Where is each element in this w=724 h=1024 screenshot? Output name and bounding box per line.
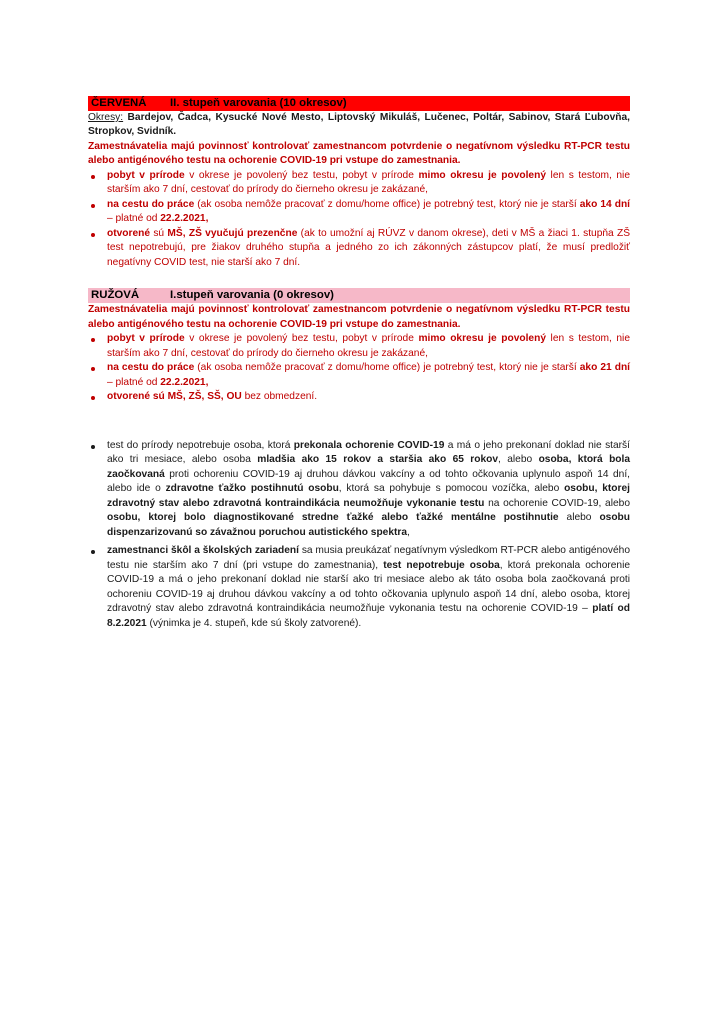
text: test do prírody nepotrebuje osoba, ktorá <box>107 439 294 451</box>
list-item <box>88 544 630 631</box>
pink-rules-list <box>88 332 630 404</box>
text-bold: mimo okresu je povolený <box>418 169 546 181</box>
text: (výnimka je 4. stupeň, kde sú školy zatvorené). <box>146 617 362 629</box>
red-section-name: ČERVENÁ <box>91 97 147 109</box>
red-rules-list <box>88 169 630 270</box>
text: (ak osoba nemôže pracovať z domu/home office) je potrebný test, ktorý nie je starší <box>194 198 580 210</box>
text: na ochorenie COVID-19, alebo <box>484 497 630 509</box>
text-bold: ako 14 dní <box>579 198 630 210</box>
text: sa musia preukázať negatívnym výsledkom RT-PCR alebo antigénového testu nie starším ako 7 dní (pri vstupe do zamestnania), <box>107 545 630 571</box>
text: – platné od <box>107 376 161 388</box>
text-bold: osobu, ktorej bolo diagnostikované stredne ťažké alebo ťažké mentálne postihnutie <box>107 512 559 524</box>
text-bold: MŠ, ZŠ vyučujú prezenčne <box>167 227 298 239</box>
text: v okrese je povolený bez testu, pobyt v prírode <box>184 333 419 345</box>
text-bold: 22.2.2021, <box>160 213 209 225</box>
list-item <box>88 390 630 404</box>
text: , <box>407 526 410 538</box>
text: len s testom, nie starším ako 7 dní, cestovať do prírody do čierneho okresu je zakázané, <box>107 169 630 196</box>
districts-list: Bardejov, Čadca, Kysucké Nové Mesto, Liptovský Mikuláš, Lučenec, Poltár, Sabinov, Stará Ľubovňa, Stropkov, Svidník. <box>88 112 630 138</box>
text: sú <box>150 227 168 239</box>
list-item <box>88 198 630 227</box>
text-bold: platí od 8.2.2021 <box>107 603 631 629</box>
pink-employers-note: Zamestnávatelia majú povinnosť kontrolovať zamestnancom potvrdenie o negatívnom výsledku RT-PCR testu alebo antigénového testu na ochorenie COVID-19 pri vstupe do zamestnania. <box>88 304 630 330</box>
text-bold: pobyt v prírode <box>107 333 185 345</box>
text: , ktorá prekonala ochorenie COVID-19 a má o jeho prekonaní doklad nie starší ako tri mesiace alebo ak táto osoba bola zaočkovaná proti ochoreniu COVID-19 aj druhou dávkou vakcíny a od tohto očkovania uplynulo aspoň 14 dní, alebo osoba, ktorej zdravotný stav alebo zdravotná kontraindikácia neumožňuje vykonania testu na ochorenie COVID-19 – <box>107 559 631 615</box>
text-bold: otvorené <box>107 227 151 239</box>
text: v okrese je povolený bez testu, pobyt v prírode <box>184 169 419 181</box>
text-bold: test nepotrebuje osoba <box>383 559 500 571</box>
text-bold: osobu, ktorej zdravotný stav alebo zdravotná kontraindikácia neumožňuje vykonanie testu <box>107 483 630 509</box>
list-item <box>88 439 630 540</box>
text-bold: na cestu do práce <box>107 198 195 210</box>
text-bold: zdravotne ťažko postihnutú osobu <box>165 483 339 495</box>
text-bold: prekonala ochorenie COVID-19 <box>293 439 445 451</box>
text-bold: osoba, ktorá bola zaočkovaná <box>107 454 631 480</box>
text-bold: otvorené sú MŠ, ZŠ, SŠ, OU <box>107 391 242 403</box>
text: a má o jeho prekonaní doklad nie starší ako tri mesiace, alebo osoba <box>107 439 630 466</box>
text: – platné od <box>107 213 161 225</box>
text: (ak osoba nemôže pracovať z domu/home office) je potrebný test, ktorý nie je starší <box>194 362 580 374</box>
text: , ktorá sa pohybuje s pomocou vozíčka, alebo <box>338 483 565 495</box>
red-employers-note: Zamestnávatelia majú povinnosť kontrolovať zamestnancom potvrdenie o negatívnom výsledku RT-PCR testu alebo antigénového testu na ochorenie COVID-19 pri vstupe do zamestnania. <box>88 140 630 167</box>
text-bold: mladšia ako 15 rokov a staršia ako 65 rokov <box>257 454 499 466</box>
pink-section-header <box>88 288 630 303</box>
text: (ak to umožní aj RÚVZ v danom okrese), deti v MŠ a žiaci 1. stupňa ZŠ test nepotrebujú, pre žiakov druhého stupňa a jedného zo ich zákonných zástupcov platí, že musí predložiť negatívny COVID test, nie starší ako 7 dní. <box>107 227 631 268</box>
pink-section-name: RUŽOVÁ <box>91 289 140 302</box>
districts-label: Okresy: <box>88 112 124 123</box>
text: , alebo <box>498 454 539 466</box>
red-section-header <box>88 96 630 111</box>
spacer <box>88 405 630 439</box>
text: proti ochoreniu COVID-19 aj druhou dávkou vakcíny a od tohto očkovania uplynulo aspoň 14 dní, alebo ide o <box>107 468 630 495</box>
text-bold: mimo okresu je povolený <box>418 333 546 345</box>
text-bold: zamestnanci škôl a školských zariadení <box>107 545 299 557</box>
spacer <box>88 270 630 288</box>
pink-section <box>88 288 630 404</box>
list-item <box>88 332 630 361</box>
pink-section-level: I.stupeň varovania (0 okresov) <box>170 289 334 302</box>
text-bold: osobu dispenzarizovanú so závažnou poruchou autistického spektra <box>107 512 630 538</box>
text-bold: na cestu do práce <box>107 362 195 374</box>
text: alebo <box>558 512 600 524</box>
text-bold: pobyt v prírode <box>107 169 185 181</box>
text: bez obmedzení. <box>241 391 318 403</box>
red-section <box>88 96 630 270</box>
document-page <box>88 96 630 635</box>
notes-list <box>88 439 630 631</box>
text: len s testom, nie starším ako 7 dní, cestovať do prírody do čierneho okresu je zakázané, <box>107 333 630 359</box>
list-item <box>88 361 630 390</box>
red-section-level: II. stupeň varovania (10 okresov) <box>170 97 347 109</box>
text-bold: 22.2.2021, <box>160 376 209 388</box>
list-item <box>88 227 630 270</box>
list-item <box>88 169 630 198</box>
text-bold: ako 21 dní <box>579 362 630 374</box>
districts-paragraph <box>88 111 630 140</box>
